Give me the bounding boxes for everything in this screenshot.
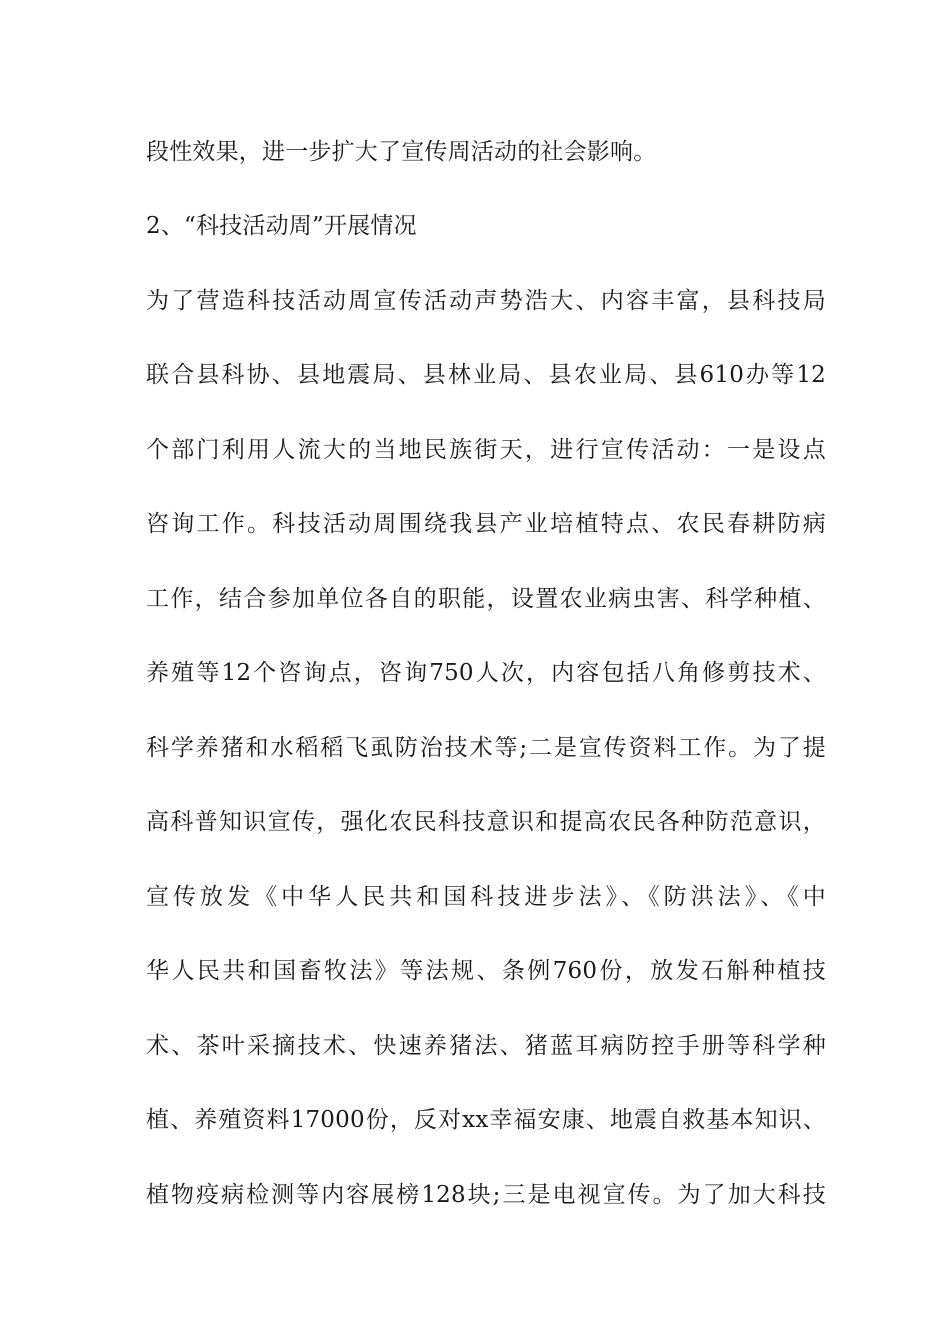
text-line-6: 咨询工作。科技活动周围绕我县产业培植特点、农民春耕防病: [146, 511, 826, 537]
text-line-13: 术、茶叶采摘技术、快速养猪法、猪蓝耳病防控手册等科学种: [146, 1033, 826, 1059]
text-line-14: 植、养殖资料17000份，反对xx幸福安康、地震自救基本知识、: [146, 1107, 826, 1133]
text-line-3: 为了营造科技活动周宣传活动声势浩大、内容丰富，县科技局: [146, 288, 826, 314]
text-line-1: 段性效果，进一步扩大了宣传周活动的社会影响。: [146, 139, 657, 165]
text-line-15: 植物疫病检测等内容展榜128块;三是电视宣传。为了加大科技: [146, 1182, 826, 1208]
text-line-7: 工作，结合参加单位各自的职能，设置农业病虫害、科学种植、: [146, 586, 826, 612]
text-line-10: 高科普知识宣传，强化农民科技意识和提高农民各种防范意识，: [146, 809, 826, 835]
text-line-9: 科学养猪和水稻稻飞虱防治技术等;二是宣传资料工作。为了提: [146, 735, 826, 761]
text-line-5: 个部门利用人流大的当地民族街天，进行宣传活动：一是设点: [146, 437, 826, 463]
section-heading: 2、“科技活动周”开展情况: [146, 213, 417, 239]
text-line-12: 华人民共和国畜牧法》等法规、条例760份，放发石斛种植技: [146, 958, 826, 984]
text-line-8: 养殖等12个咨询点，咨询750人次，内容包括八角修剪技术、: [146, 660, 826, 686]
text-line-4: 联合县科协、县地震局、县林业局、县农业局、县610办等12: [146, 362, 826, 388]
text-line-11: 宣传放发《中华人民共和国科技进步法》、《防洪法》、《中: [146, 884, 826, 910]
